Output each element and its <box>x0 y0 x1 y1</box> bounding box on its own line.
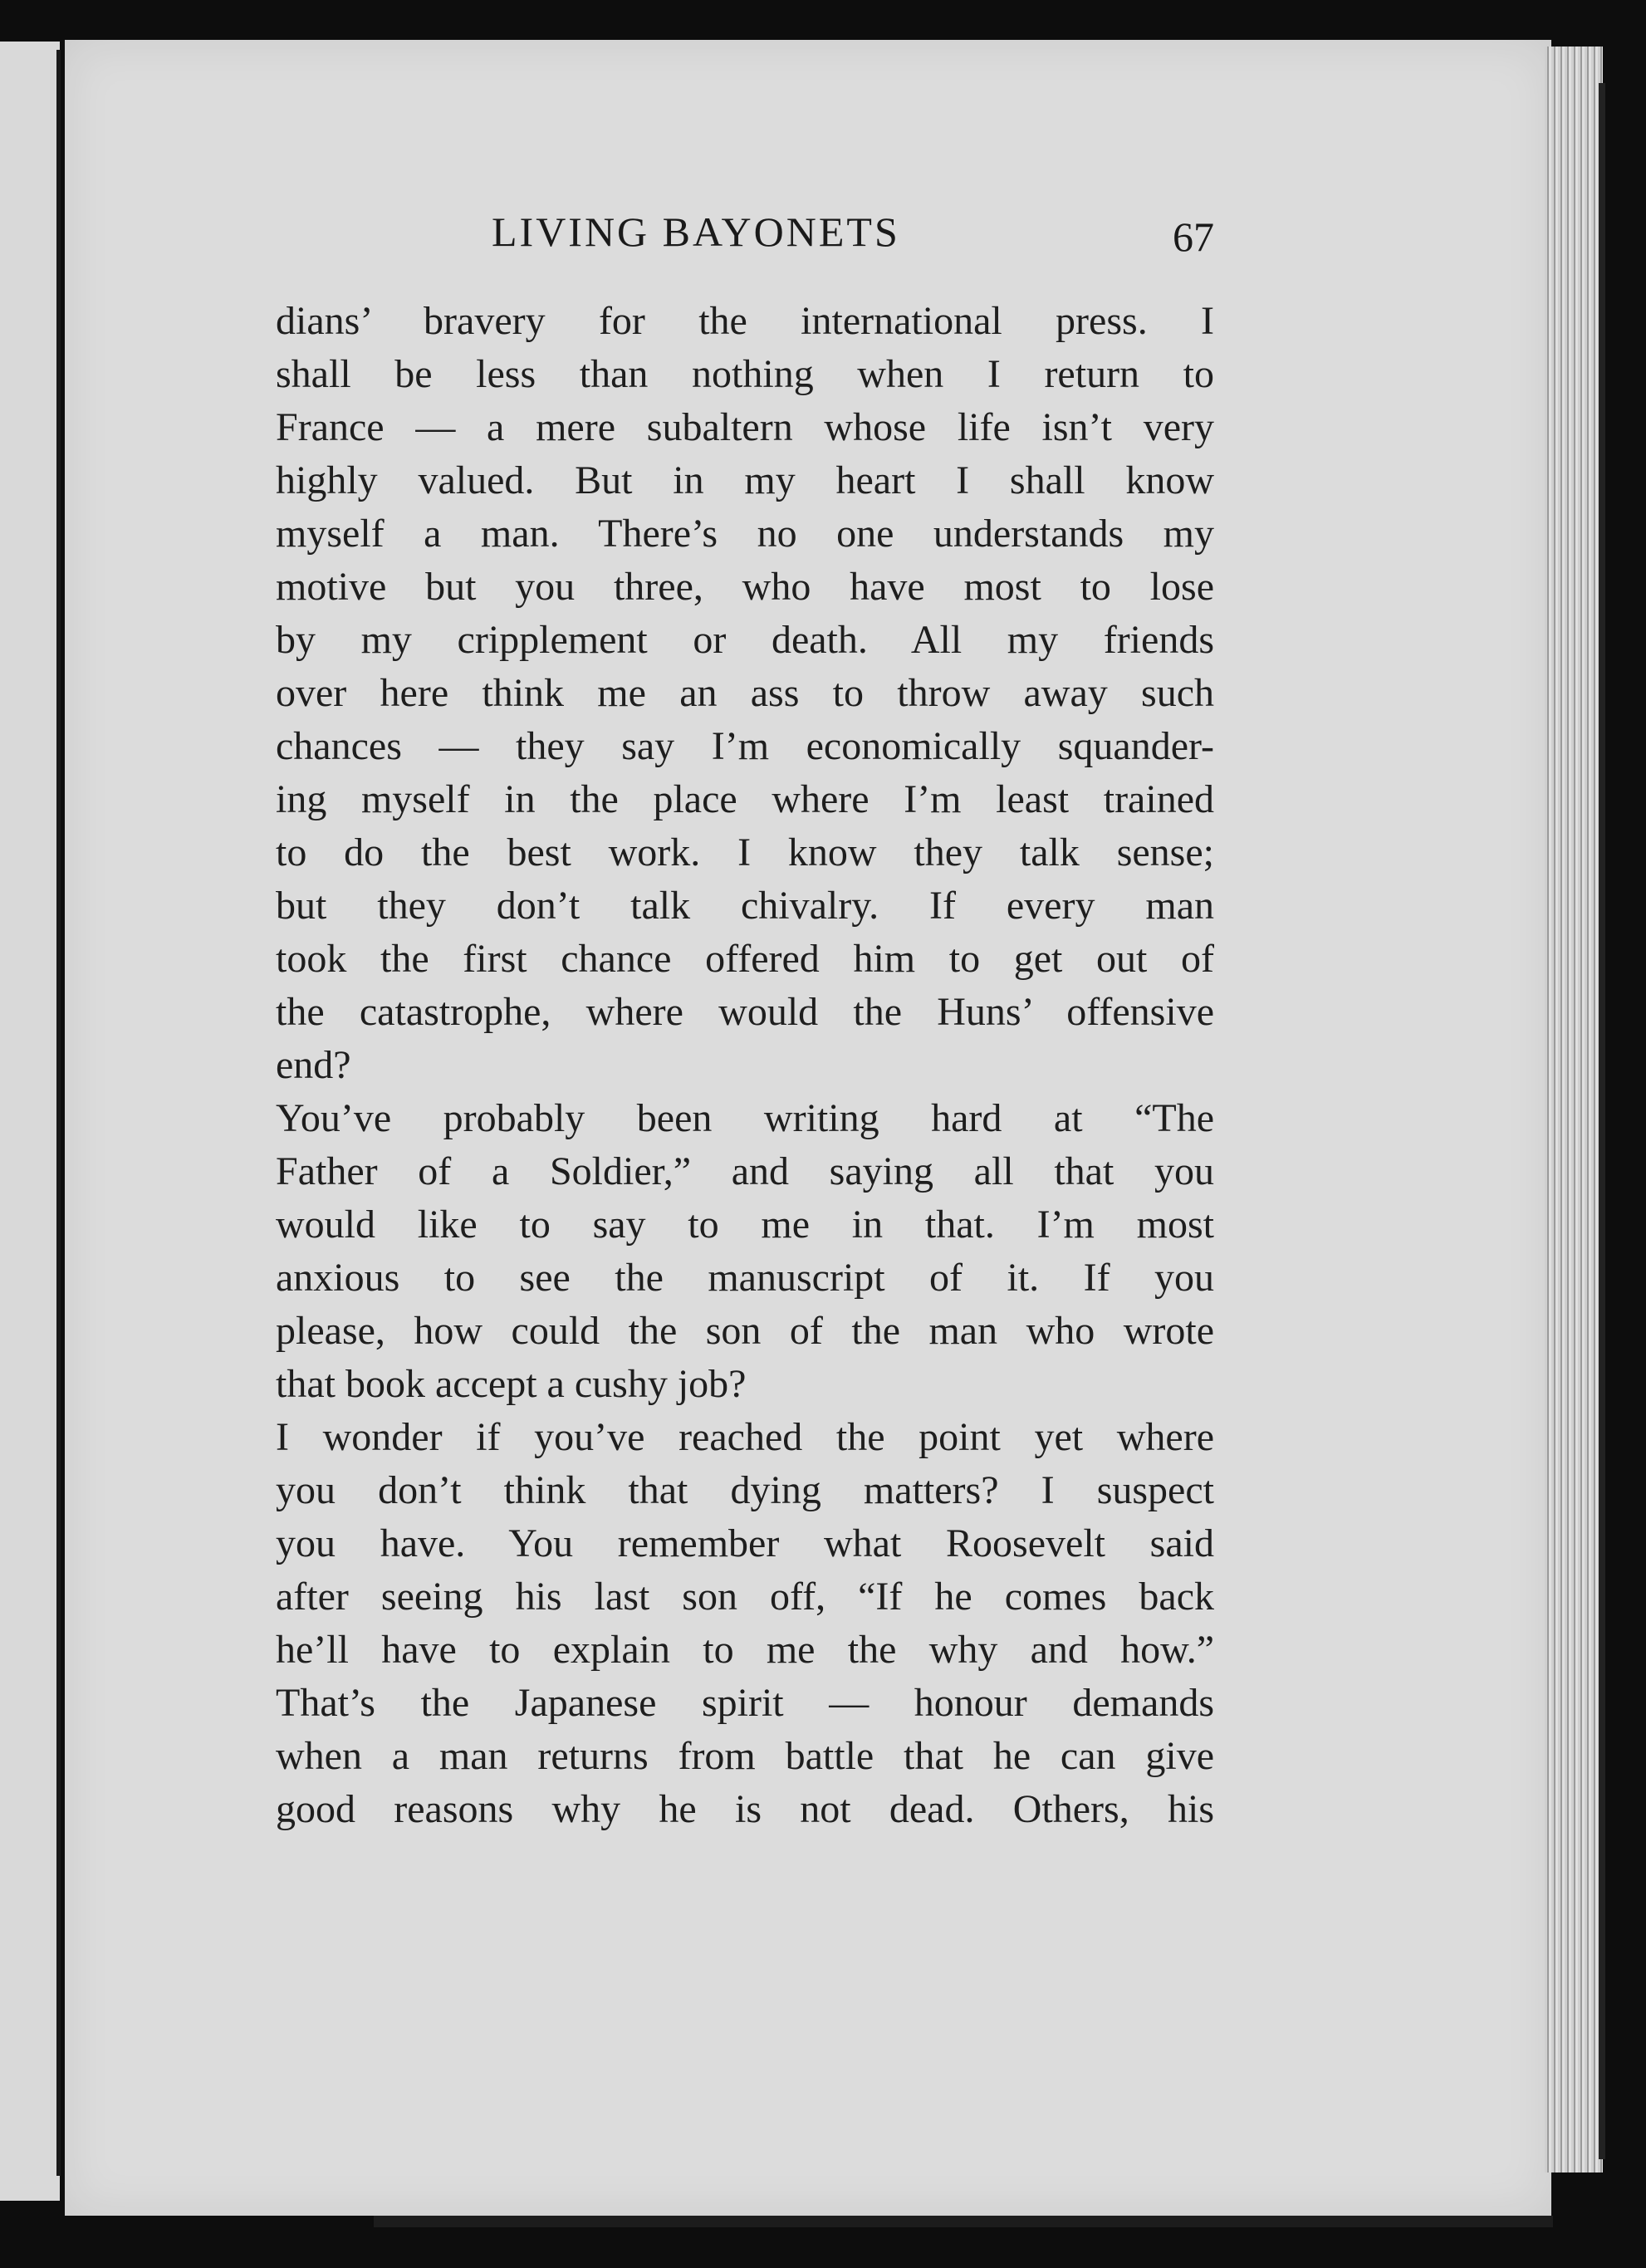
bottom-page-edge <box>374 2216 1553 2227</box>
text-line: took the first chance offered him to get out of <box>276 937 1214 981</box>
text-line: highly valued. But in my heart I shall know <box>276 458 1214 502</box>
page-stack-edge <box>1545 47 1603 2172</box>
text-line: you don’t think that dying matters? I suspect <box>276 1468 1214 1512</box>
text-line: Father of a Soldier,” and saying all that you <box>276 1149 1214 1193</box>
text-line: over here think me an ass to throw away such <box>276 671 1214 715</box>
text-line: but they don’t talk chivalry. If every man <box>276 884 1214 928</box>
text-line: the catastrophe, where would the Huns’ offensive <box>276 990 1214 1034</box>
text-line: ing myself in the place where I’m least trained <box>276 777 1214 821</box>
body-text <box>276 295 1214 1836</box>
text-line: end? <box>276 1043 351 1087</box>
text-line: motive but you three, who have most to lose <box>276 565 1214 609</box>
text-line: shall be less than nothing when I return to <box>276 352 1214 396</box>
text-line: anxious to see the manuscript of it. If you <box>276 1256 1214 1300</box>
text-line: by my cripplement or death. All my friends <box>276 618 1214 662</box>
text-line: dians’ bravery for the international press. I <box>276 299 1214 343</box>
text-line: would like to say to me in that. I’m most <box>276 1203 1214 1247</box>
running-head <box>276 208 1214 274</box>
page-number: 67 <box>1173 213 1214 260</box>
text-line: that book accept a cushy job? <box>276 1362 747 1406</box>
text-line: when a man returns from battle that he can give <box>276 1734 1214 1778</box>
text-line: please, how could the son of the man who wrote <box>276 1309 1214 1353</box>
text-line: after seeing his last son off, “If he comes back <box>276 1575 1214 1619</box>
text-line: myself a man. There’s no one understands my <box>276 512 1214 556</box>
book-gutter <box>56 50 61 2176</box>
running-title: LIVING BAYONETS <box>492 208 900 255</box>
paragraph-first-line: I wonder if you’ve reached the point yet where <box>276 1415 1214 1459</box>
paragraph-first-line: You’ve probably been writing hard at “The <box>276 1096 1214 1140</box>
text-line: That’s the Japanese spirit — honour demands <box>276 1681 1214 1725</box>
text-line: to do the best work. I know they talk sense; <box>276 830 1214 874</box>
book-cover-edge <box>1599 83 1605 2159</box>
text-line: he’ll have to explain to me the why and how.” <box>276 1628 1214 1672</box>
text-line: good reasons why he is not dead. Others, his <box>276 1787 1214 1831</box>
text-line: chances — they say I’m economically squander- <box>276 724 1214 768</box>
text-line: France — a mere subaltern whose life isn’t very <box>276 405 1214 449</box>
previous-page-edge <box>0 42 60 2201</box>
text-line: you have. You remember what Roosevelt said <box>276 1521 1214 1565</box>
